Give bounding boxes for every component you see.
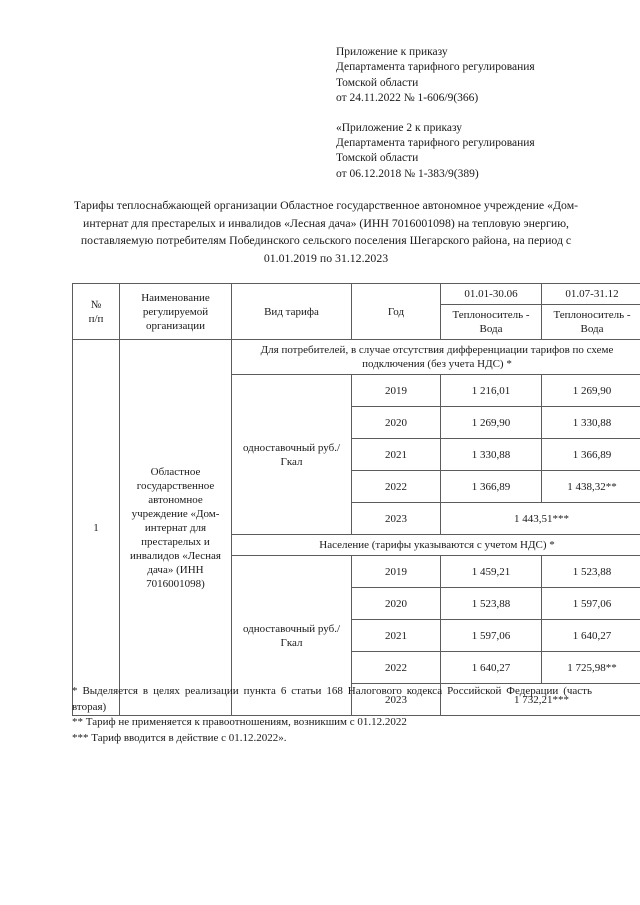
tariff-table-container [72,283,631,716]
column-header-carrier-1-line2: Вода [479,323,503,335]
cell-value-period-1: 1 366,89 [441,471,542,503]
section-heading-no-vat: Для потребителей, в случае отсутствия дифференциации тарифов по схеме подключения (без учета НДС) * [232,340,640,375]
column-header-organization-line2: регулируемой [142,305,209,318]
cell-year: 2022 [352,471,441,503]
appendix-order-reference-1 [336,45,606,107]
cell-value-period-1: 1 523,88 [441,588,542,620]
section-heading-with-vat: Население (тарифы указываются с учетом НДС) * [232,535,640,556]
cell-year: 2021 [352,620,441,652]
cell-tariff-kind-with-vat: одноставочный руб./Гкал [232,556,352,716]
column-header-tariff-kind: Вид тарифа [232,284,352,340]
footnotes-block [72,684,592,746]
appendix-ref1-line2: Департамента тарифного регулирования [336,61,535,74]
cell-year: 2019 [352,375,441,407]
appendix-ref2-line1: «Приложение 2 к приказу [336,121,463,134]
appendix-ref2-line4: от 06.12.2018 № 1-383/9(389) [336,167,479,180]
cell-value-period-1: 1 269,90 [441,407,542,439]
cell-value-merged: 1 732,21*** [441,684,640,716]
cell-value-period-1: 1 216,01 [441,375,542,407]
cell-value-period-1: 1 459,21 [441,556,542,588]
column-header-period-1: 01.01-30.06 [441,284,542,305]
cell-value-period-2: 1 725,98** [542,652,640,684]
column-header-organization-line3: организации [145,319,206,332]
appendix-order-reference-2 [336,121,606,183]
cell-year: 2020 [352,407,441,439]
column-header-carrier-2-line2: Вода [580,323,604,335]
cell-tariff-kind-no-vat: одноставочный руб./Гкал [232,375,352,535]
footnote-1: * Выделяется в целях реализации пункта 6 статьи 168 Налогового кодекса Российской Федерации (часть вторая) [72,685,592,713]
column-header-carrier-1-line1: Теплоноситель - [452,309,530,321]
column-header-number [73,284,120,340]
column-header-carrier-2-line1: Теплоноситель - [553,309,631,321]
column-header-carrier-1 [441,305,542,340]
footnote-2: ** Тариф не применяется к правоотношениям, возникшим с 01.12.2022 [72,716,407,729]
column-header-carrier-2 [542,305,640,340]
cell-organization-name: Областное государственное автономное учреждение «Дом-интернат для престарелых и инвалидов «Лесная дача» (ИНН 7016001098) [120,340,232,716]
cell-value-period-2: 1 366,89 [542,439,640,471]
column-header-organization-line1: Наименование [141,291,210,304]
table-row [73,340,640,375]
column-header-number-line2: п/п [88,312,104,325]
appendix-ref1-line1: Приложение к приказу [336,46,448,58]
table-header [73,284,640,340]
cell-value-period-2: 1 438,32** [542,471,640,503]
column-header-period-2: 01.07-31.12 [542,284,640,305]
table-header-row-1 [73,284,640,305]
cell-value-period-2: 1 597,06 [542,588,640,620]
tariff-table [72,283,640,716]
cell-year: 2023 [352,503,441,535]
cell-year: 2022 [352,652,441,684]
appendix-ref2-line2: Департамента тарифного регулирования [336,137,535,150]
appendix-ref2-line3: Томской области [336,152,419,165]
footnote-3: *** Тариф вводится в действие с 01.12.2022». [72,731,287,744]
table-body [73,340,640,716]
cell-row-number: 1 [73,340,120,716]
cell-value-period-2: 1 523,88 [542,556,640,588]
cell-value-period-1: 1 640,27 [441,652,542,684]
document-title: Тарифы теплоснабжающей организации Областное государственное автономное учреждение «Дом-интернат для престарелых и инвалидов «Лесная дача» (ИНН 7016001098) на тепловую энергию, поставляемую потребителям Побединского сельского поселения Шегарского района, на период с 01.01.2019 по 31.12.2023 [73,198,579,265]
cell-value-period-2: 1 640,27 [542,620,640,652]
cell-value-merged: 1 443,51*** [441,503,640,535]
column-header-number-line1: № [90,298,102,311]
cell-value-period-1: 1 330,88 [441,439,542,471]
cell-value-period-2: 1 269,90 [542,375,640,407]
appendix-ref1-line3: Томской области [336,76,419,89]
column-header-organization [120,284,232,340]
appendix-ref1-line4: от 24.11.2022 № 1-606/9(366) [336,92,479,105]
column-header-year: Год [352,284,441,340]
cell-value-period-1: 1 597,06 [441,620,542,652]
cell-value-period-2: 1 330,88 [542,407,640,439]
cell-year: 2021 [352,439,441,471]
cell-year: 2020 [352,588,441,620]
cell-year: 2023 [352,684,441,716]
cell-year: 2019 [352,556,441,588]
header-reference-zone [336,45,606,182]
